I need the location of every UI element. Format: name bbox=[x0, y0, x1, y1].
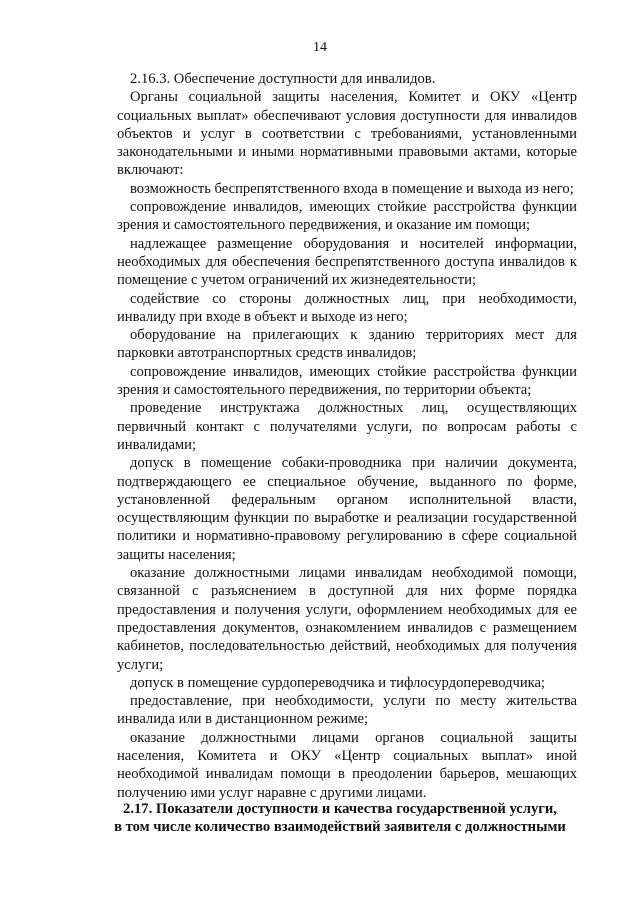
heading-line: 2.17. Показатели доступности и качества государственной услуги, bbox=[123, 801, 557, 817]
heading-line: в том числе количество взаимодействий заявителя с должностными bbox=[114, 819, 566, 836]
list-item: допуск в помещение собаки-проводника при наличии документа, подтверждающего ее специальное обучение, выданного по форме, установленной федеральным органом исполнительной власти, осуществляющим функции по выработке и реализации государственной политики и нормативно-правовому регулированию в сфере социальной защиты населения; bbox=[117, 455, 577, 563]
list-item: оказание должностными лицами органов социальной защиты населения, Комитета и ОКУ «Центр социальных выплат» иной необходимой инвалидам помощи в преодолении барьеров, мешающих получению ими услуг наравне с другими лицами. bbox=[117, 729, 577, 801]
list-item: оказание должностными лицами инвалидам необходимой помощи, связанной с разъяснением в доступной для них форме порядка предоставления и получения услуги, оформлением необходимых для ее предоставления документов, ознакомлением инвалидов с размещением кабинетов, последовательностью действий, необходимых для получения услуги; bbox=[117, 565, 577, 673]
list-item: надлежащее размещение оборудования и носителей информации, необходимых для обеспечения беспрепятственного доступа инвалидов к помещение с учетом ограничений их жизнедеятельности; bbox=[117, 235, 577, 289]
list-item: проведение инструктажа должностных лиц, осуществляющих первичный контакт с получателями услуги, по вопросам работы с инвалидами; bbox=[117, 400, 577, 453]
list-item: сопровождение инвалидов, имеющих стойкие расстройства функции зрения и самостоятельного передвижения, по территории объекта; bbox=[117, 363, 577, 399]
list-item: предоставление, при необходимости, услуги по месту жительства инвалида или в дистанционном режиме; bbox=[117, 693, 577, 728]
list-item: допуск в помещение сурдопереводчика и тифлосурдопереводчика; bbox=[130, 674, 546, 691]
page-number: 14 bbox=[313, 40, 327, 55]
list-item: содействие со стороны должностных лиц, при необходимости, инвалиду при входе в объект и выходе из него; bbox=[117, 290, 577, 325]
section-title: 2.16.3. Обеспечение доступности для инвалидов. bbox=[130, 71, 436, 87]
list-item: оборудование на прилегающих к зданию территориях мест для парковки автотранспортных средств инвалидов; bbox=[117, 327, 577, 362]
document-body bbox=[117, 70, 577, 802]
paragraph: Органы социальной защиты населения, Комитет и ОКУ «Центр социальных выплат» обеспечивают условия доступности для инвалидов объектов и услуг в соответствии с требованиями, установленными законодательными и иными нормативными правовыми актами, которые включают: bbox=[117, 89, 577, 179]
section-heading bbox=[100, 800, 580, 837]
list-item: сопровождение инвалидов, имеющих стойкие расстройства функции зрения и самостоятельного передвижения, и оказание им помощи; bbox=[117, 199, 577, 234]
list-item: возможность беспрепятственного входа в помещение и выхода из него; bbox=[130, 180, 574, 197]
